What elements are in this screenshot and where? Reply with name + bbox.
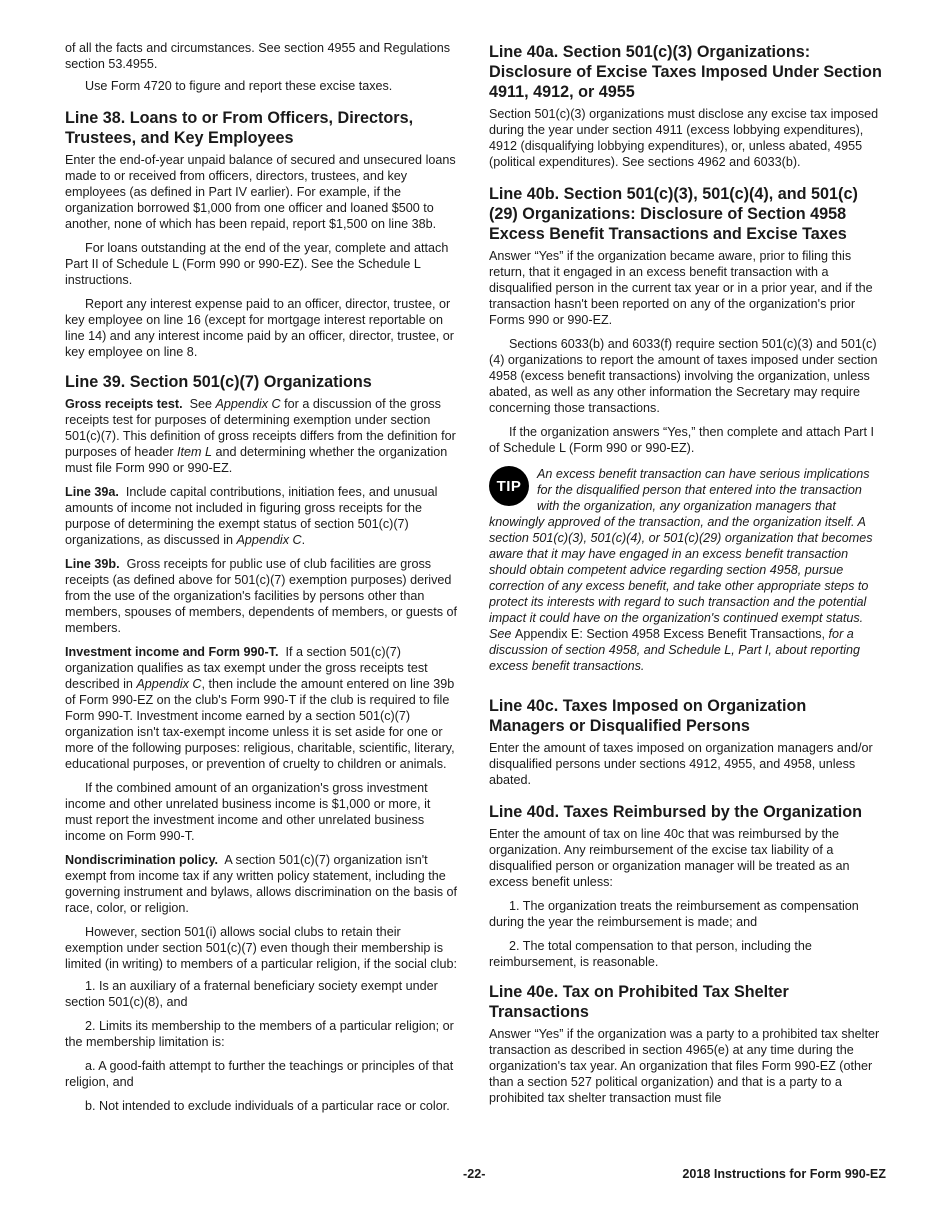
- paragraph: Enter the amount of tax on line 40c that was reimbursed by the organization. Any reimbursement of the excise tax liability of a disqualified person or organization manager will be treated as an excess benefit unless:: [489, 827, 850, 889]
- tip-badge: TIP: [489, 466, 529, 506]
- list-item: 2. Limits its membership to the members of a particular religion; or the membership limitation is:: [65, 1019, 454, 1049]
- page-footer: [65, 1167, 886, 1187]
- page-number: -22-: [463, 1167, 486, 1181]
- heading-line-40b: Line 40b. Section 501(c)(3), 501(c)(4), and 501(c)(29) Organizations: Disclosure of Section 4958 Excess Benefit Transactions and Excise Taxes: [489, 185, 858, 243]
- paragraph: Enter the end-of-year unpaid balance of secured and unsecured loans made to or received from officers, directors, trustees, and key employees (as defined in Part IV earlier). For example, if the organization borrowed $1,000 from one officer and loaned $500 to another, none of which has been repaid, report $1,500 on line 38b.: [65, 153, 456, 231]
- paragraph-gross-receipts-test: Gross receipts test. See Appendix C for a discussion of the gross receipts test for purposes of determining exemption under section 501(c)(7). This definition of gross receipts differs from the definition for purposes of header Item L and determining whether the organization must file Form 990 or 990-EZ.: [65, 397, 456, 475]
- paragraph: Use Form 4720 to figure and report these excise taxes.: [85, 79, 393, 93]
- list-item: 1. Is an auxiliary of a fraternal beneficiary society exempt under section 501(c)(8), and: [65, 979, 438, 1009]
- paragraph: Enter the amount of taxes imposed on organization managers and/or disqualified persons under sections 4912, 4955, and 4958, unless abated.: [489, 741, 873, 787]
- heading-line-40c: Line 40c. Taxes Imposed on Organization Managers or Disqualified Persons: [489, 697, 807, 735]
- heading-line-39: Line 39. Section 501(c)(7) Organizations: [65, 373, 372, 391]
- paragraph: Section 501(c)(3) organizations must disclose any excise tax imposed during the year under section 4911 (excess lobbying expenditures), 4912 (disqualifying lobbying expenditures), or, unless abated, 4955 (political expenditures). See sections 4962 and 6033(b).: [489, 107, 879, 169]
- document-title: 2018 Instructions for Form 990-EZ: [682, 1167, 886, 1181]
- run-in-heading: Gross receipts test.: [65, 397, 183, 411]
- list-item: 1. The organization treats the reimbursement as compensation during the year the reimbursement is made; and: [489, 899, 859, 929]
- paragraph-nondiscrimination: Nondiscrimination policy. A section 501(c)(7) organization isn't exempt from income tax if any written policy statement, including the governing instrument and bylaws, allows discrimination on the basis of race, color, or religion.: [65, 853, 458, 915]
- right-column: [489, 40, 886, 1112]
- tip-box: [489, 466, 886, 674]
- paragraph: However, section 501(i) allows social clubs to retain their exemption under section 501(c)(7) even though their membership is limited (in writing) to members of a particular religion, if the social club:: [65, 925, 457, 971]
- run-in-heading: Nondiscrimination policy.: [65, 853, 219, 867]
- tip-icon: [489, 466, 531, 510]
- left-column: [65, 40, 461, 1120]
- run-in-heading: Investment income and Form 990-T.: [65, 645, 279, 659]
- list-item: a. A good-faith attempt to further the teachings or principles of that religion, and: [65, 1059, 454, 1089]
- paragraph: of all the facts and circumstances. See section 4955 and Regulations section 53.4955.: [65, 41, 451, 71]
- paragraph: If the combined amount of an organization's gross investment income and other unrelated business income is $1,000 or more, it must report the investment income and other unrelated business income on Form 990-T.: [65, 781, 431, 843]
- paragraph-line-39a: Line 39a. Include capital contributions, initiation fees, and unusual amounts of income not included in figuring gross receipts for the purpose of determining the exempt status of section 501(c)(7) organizations, as discussed in Appendix C.: [65, 485, 438, 547]
- paragraph: Report any interest expense paid to an officer, director, trustee, or key employee on line 16 (except for mortgage interest reportable on line 14) and any interest income paid by an officer, director, trustee, or key employee on line 8.: [65, 297, 454, 359]
- heading-line-40a: Line 40a. Section 501(c)(3) Organizations: Disclosure of Excise Taxes Imposed Under Section 4911, 4912, or 4955: [489, 43, 882, 101]
- list-item: b. Not intended to exclude individuals of a particular race or color.: [85, 1099, 450, 1113]
- heading-line-40e: Line 40e. Tax on Prohibited Tax Shelter Transactions: [489, 983, 789, 1021]
- run-in-heading: Line 39a.: [65, 485, 119, 499]
- tip-text: An excess benefit transaction can have serious implications for the disqualified person that entered into the transaction with the organization, any organization managers that knowingly approved of the transaction, and the organization itself. A section 501(c)(3), 501(c)(4), or 501(c)(29) organization that becomes aware that it may have engaged in an excess benefit transaction should obtain competent advice regarding section 4958, pursue correction of any excess benefit, and take other appropriate steps to protect its interests with regard to such transaction and the potential impact it could have on the organization's continued exempt status. See Appendix E: Section 4958 Excess Benefit Transactions, for a discussion of section 4958, and Schedule L, Part I, about reporting excess benefit transactions.: [489, 467, 873, 673]
- paragraph-investment-income: Investment income and Form 990-T. If a section 501(c)(7) organization qualifies as tax exempt under the gross receipts test described in Appendix C, then include the amount entered on line 39b of Form 990-EZ on the club's Form 990-T if the club is required to file Form 990-T. Investment income earned by a section 501(c)(7) organization isn't tax-exempt income unless it is set aside for one or more of the following purposes: religious, charitable, scientific, literary, educational purposes, or prevention of cruelty to children or animals.: [65, 645, 455, 771]
- paragraph: Sections 6033(b) and 6033(f) require section 501(c)(3) and 501(c)(4) organizations to report the amount of taxes imposed under section 4958 (excess benefit transactions) involving the organization, unless abated, as well as any other information the Secretary may require concerning those transactions.: [489, 337, 878, 415]
- paragraph: Answer “Yes” if the organization became aware, prior to filing this return, that it engaged in an excess benefit transaction with a disqualified person in the current tax year or in a prior year, and if the transaction hasn't been reported on any of the organization's prior Forms 990 or 990-EZ.: [489, 249, 873, 327]
- paragraph: If the organization answers “Yes,” then complete and attach Part I of Schedule L (Form 990 or 990-EZ).: [489, 425, 874, 455]
- heading-line-40d: Line 40d. Taxes Reimbursed by the Organization: [489, 803, 862, 821]
- paragraph: Answer “Yes” if the organization was a party to a prohibited tax shelter transaction as described in section 4965(e) at any time during the organization's tax year. An organization that files Form 990-EZ (other than a section 527 political organization) and that is a party to a prohibited tax shelter transaction must file: [489, 1027, 880, 1105]
- paragraph: For loans outstanding at the end of the year, complete and attach Part II of Schedule L (Form 990 or 990-EZ). See the Schedule L instructions.: [65, 241, 449, 287]
- heading-line-38: Line 38. Loans to or From Officers, Directors, Trustees, and Key Employees: [65, 109, 414, 147]
- run-in-heading: Line 39b.: [65, 557, 120, 571]
- list-item: 2. The total compensation to that person, including the reimbursement, is reasonable.: [489, 939, 812, 969]
- paragraph-line-39b: Line 39b. Gross receipts for public use of club facilities are gross receipts (as defined above for 501(c)(7) exemption purposes) derived from the use of the organization's facilities by persons other than members, spouses of members, dependents of members, or guests of members.: [65, 557, 457, 635]
